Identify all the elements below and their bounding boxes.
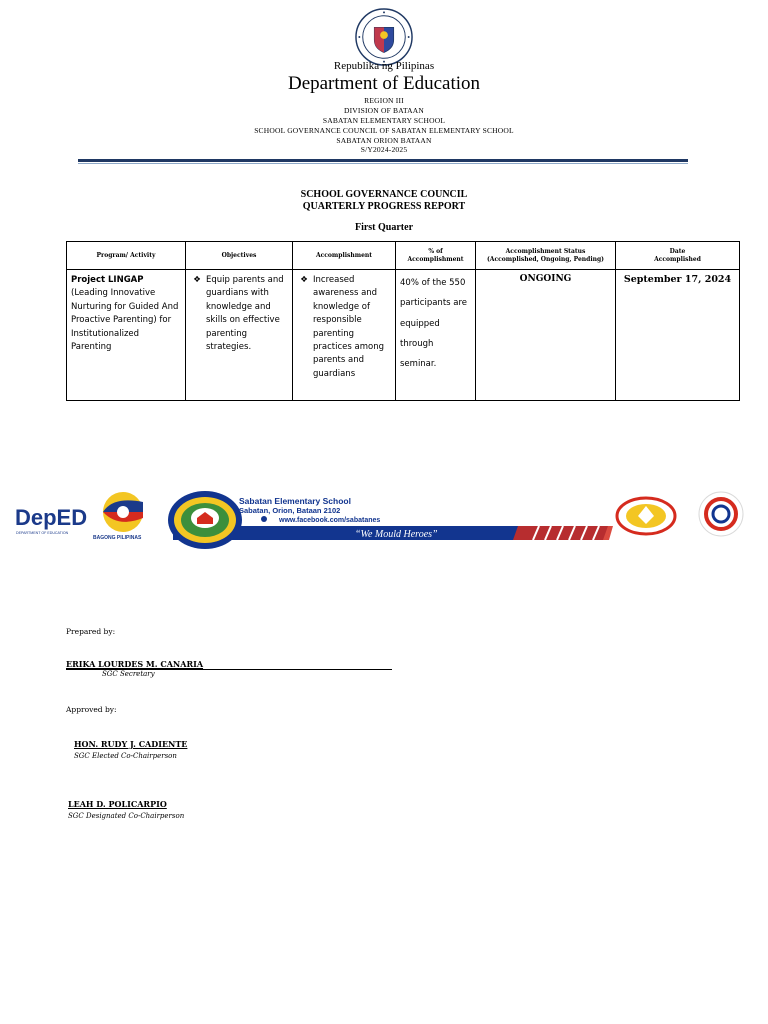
approved-by-label: Approved by: — [66, 705, 117, 714]
header-objectives: Objectives — [186, 242, 293, 270]
accomplishment-text: Increased awareness and knowledge of responsible parenting practices among parents and guardians — [313, 275, 384, 379]
header-status-line2: (Accomplished, Ongoing, Pending) — [486, 255, 605, 263]
percent-text: 40% of the 550 participants are equipped through seminar. — [400, 278, 468, 370]
header-program: Program/ Activity — [67, 242, 186, 270]
department-title: Department of Education — [287, 73, 481, 94]
address-text: SABATAN ORION BATAAN — [336, 136, 432, 145]
objective-text: Equip parents and guardians with knowledge and skills on effective parenting strategies. — [206, 275, 284, 353]
header-date-line2: Accomplished — [654, 255, 701, 263]
status-cell — [476, 270, 616, 401]
date-cell — [616, 270, 740, 401]
status-text: ONGOING — [519, 274, 572, 284]
progress-report-table — [66, 241, 740, 401]
republika-text: Republika ng Pilipinas — [333, 60, 435, 72]
header-status — [476, 242, 616, 270]
deped-subtext: DEPARTMENT OF EDUCATION — [16, 531, 69, 535]
percent-cell — [396, 270, 476, 401]
bagong-pilipinas-logo — [103, 492, 143, 532]
award-logo-1 — [617, 498, 675, 534]
accomplishment-cell — [293, 270, 396, 401]
header-accomplishment: Accomplishment — [293, 242, 396, 270]
program-cell — [67, 270, 186, 401]
approver1-role: SGC Elected Co-Chairperson — [74, 752, 177, 760]
diamond-bullet-icon: ❖ — [193, 275, 201, 285]
quarter-label: First Quarter — [354, 222, 414, 233]
approver2-role: SGC Designated Co-Chairperson — [68, 812, 185, 820]
school-name-text: Sabatan Elementary School — [239, 496, 351, 506]
deped-seal-logo — [355, 8, 413, 66]
school-year-text: S/Y2024-2025 — [360, 145, 408, 154]
program-name: Project LINGAP — [71, 275, 144, 285]
facebook-text: www.facebook.com/sabatanes — [279, 517, 381, 524]
council-text: SCHOOL GOVERNANCE COUNCIL OF SABATAN ELEMENTARY SCHOOL — [254, 126, 514, 135]
school-banner — [13, 488, 755, 550]
header-date — [616, 242, 740, 270]
table-row — [67, 270, 740, 401]
header-divider — [78, 159, 688, 162]
prepared-by-role: SGC Secretary — [102, 670, 155, 678]
program-description: (Leading Innovative Nurturing for Guided And Proactive Parenting) for Institutionalized Parenting — [71, 288, 179, 353]
header-percent-line1: % of — [428, 247, 443, 255]
division-text: DIVISION OF BATAAN — [343, 106, 425, 115]
school-seal-logo — [168, 491, 242, 549]
table-header-row — [67, 242, 740, 270]
prepared-by-label: Prepared by: — [66, 627, 116, 636]
header-percent-line2: Accomplishment — [407, 255, 464, 263]
region-text: REGION III — [364, 96, 404, 105]
header-percent — [396, 242, 476, 270]
header-status-line1: Accomplishment Status — [505, 247, 586, 255]
approver2-name: LEAH D. POLICARPIO — [68, 799, 167, 809]
report-title-2: QUARTERLY PROGRESS REPORT — [302, 201, 466, 212]
report-title-1: SCHOOL GOVERNANCE COUNCIL — [300, 189, 468, 200]
school-text: SABATAN ELEMENTARY SCHOOL — [322, 116, 446, 125]
motto-text: “We Mould Heroes” — [355, 529, 438, 540]
prepared-by-name: ERIKA LOURDES M. CANARIA — [66, 659, 204, 669]
facebook-icon — [261, 516, 267, 522]
diamond-bullet-icon: ❖ — [300, 275, 308, 285]
banner-address-text: Sabatan, Orion, Bataan 2102 — [239, 506, 341, 515]
award-logo-2 — [699, 492, 743, 536]
bagong-pilipinas-text: BAGONG PILIPINAS — [93, 535, 142, 541]
approver1-name: HON. RUDY J. CADIENTE — [74, 739, 188, 749]
objectives-cell — [186, 270, 293, 401]
header-date-line1: Date — [669, 247, 686, 255]
deped-wordmark: DepED — [15, 505, 88, 530]
header-divider-thin — [78, 163, 688, 164]
date-text: September 17, 2024 — [623, 274, 732, 285]
